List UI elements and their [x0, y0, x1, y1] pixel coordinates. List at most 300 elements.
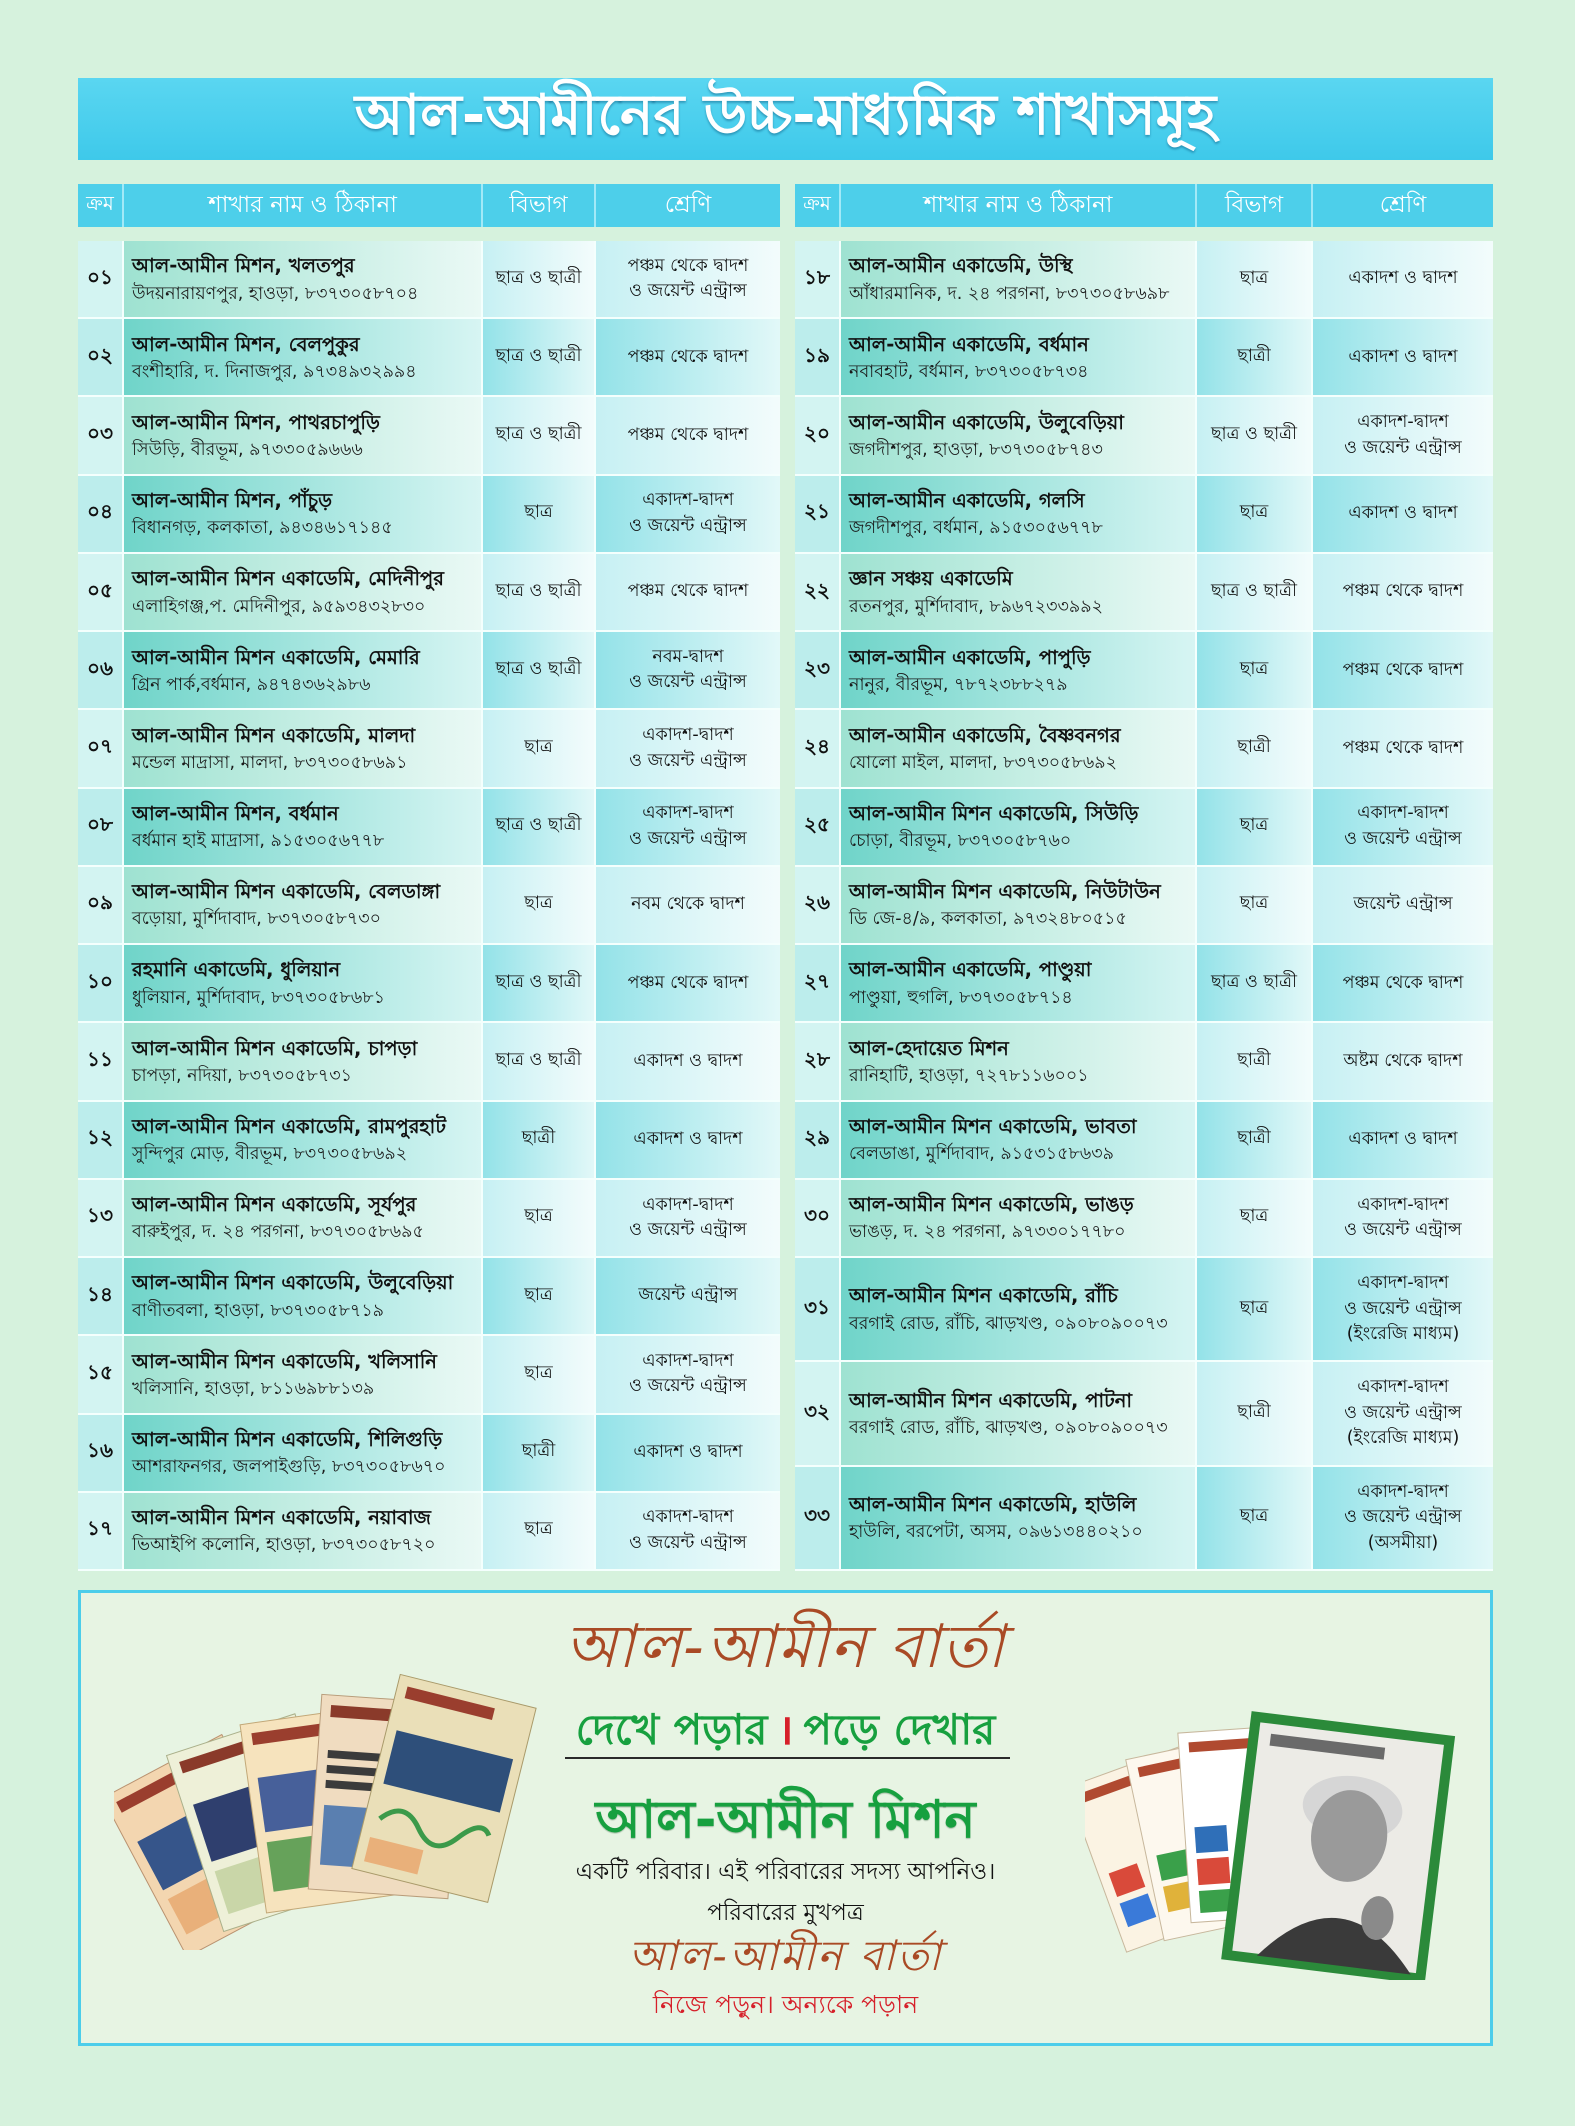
branch-class-line: একাদশ ও দ্বাদশ: [633, 1050, 743, 1071]
branch-class-line: একাদশ ও দ্বাদশ: [633, 1441, 743, 1462]
branch-row: [795, 710, 1493, 788]
branch-name: আল-আমীন মিশন একাডেমি, ভাঙড়: [849, 1193, 1134, 1217]
branch-class-cell: [596, 476, 780, 552]
magazine-cover-front: [1221, 1711, 1455, 1980]
branch-class-cell: [1313, 1258, 1493, 1360]
branch-department: ছাত্রী: [483, 1102, 596, 1178]
branch-department: ছাত্রী: [1197, 710, 1313, 786]
branch-name: আল-আমীন মিশন, বেলপুকুর: [132, 332, 360, 356]
branch-address: রতনপুর, মুর্শিদাবাদ, ৮৯৬৭২৩৩৯৯২: [849, 596, 1104, 617]
branch-department: ছাত্র: [1197, 1258, 1313, 1360]
branch-class-line: ও জয়েন্ট এন্ট্রান্স: [629, 1532, 747, 1553]
branch-serial: ১০: [78, 945, 124, 1021]
branch-row: [795, 1467, 1493, 1571]
branch-name-cell: [841, 1467, 1197, 1569]
branch-class-line: নবম থেকে দ্বাদশ: [631, 894, 745, 915]
branch-class-line: একাদশ-দ্বাদশ: [1357, 1377, 1449, 1398]
branch-row: [795, 1180, 1493, 1258]
branch-department: ছাত্র: [483, 1336, 596, 1412]
branch-name: জ্ঞান সঞ্চয় একাডেমি: [849, 567, 1013, 591]
branch-address: চোড়া, বীরভূম, ৮৩৭৩০৫৮৭৬০: [849, 831, 1072, 852]
magazine-stack-right: [1085, 1703, 1463, 1980]
branch-department: ছাত্র ও ছাত্রী: [483, 397, 596, 473]
branch-table-left: [78, 184, 780, 1571]
branch-name: আল-আমীন মিশন, খলতপুর: [132, 254, 355, 278]
branch-address: হাউলি, বরপেটা, অসম, ০৯৬১৩৪৪০২১০: [849, 1522, 1143, 1543]
branch-name-cell: [841, 1362, 1197, 1464]
branch-row: [78, 945, 780, 1023]
branch-department: ছাত্র ও ছাত্রী: [483, 789, 596, 865]
branch-address: জগদীশপুর, বর্ধমান, ৯১৫৩০৫৬৭৭৮: [849, 518, 1103, 539]
branch-department: ছাত্র: [1197, 632, 1313, 708]
branch-row: [795, 1023, 1493, 1101]
branch-department: ছাত্র: [1197, 241, 1313, 317]
branch-name-cell: [124, 1415, 483, 1491]
branch-serial: ৩৩: [795, 1467, 841, 1569]
branch-class-line: একাদশ-দ্বাদশ: [1357, 1194, 1449, 1215]
branch-serial: ২৮: [795, 1023, 841, 1099]
branch-row: [795, 397, 1493, 475]
branch-class-line: পঞ্চম থেকে দ্বাদশ: [1342, 737, 1464, 758]
branch-row: [78, 710, 780, 788]
table-body: [795, 241, 1493, 1571]
branch-name-cell: [841, 476, 1197, 552]
branch-serial: ১৫: [78, 1336, 124, 1412]
branch-serial: ২৭: [795, 945, 841, 1021]
branch-address: চাপড়া, নদিয়া, ৮৩৭৩০৫৮৭৩১: [132, 1065, 352, 1086]
branch-class-line: একাদশ-দ্বাদশ: [642, 1351, 734, 1372]
branch-name-cell: [841, 945, 1197, 1021]
mission-name: আল-আমীন মিশন: [595, 1790, 976, 1850]
branch-class-line: একাদশ ও দ্বাদশ: [1348, 1129, 1458, 1149]
branch-address: বারুইপুর, দ. ২৪ পরগনা, ৮৩৭৩০৫৮৬৯৫: [132, 1222, 424, 1243]
branch-address: সুন্দিপুর মোড়, বীরভূম, ৮৩৭৩০৫৮৬৯২: [132, 1144, 408, 1165]
branch-class-cell: [1313, 632, 1493, 708]
branch-department: ছাত্র: [483, 476, 596, 552]
read-line: নিজে পড়ুন। অন্যকে পড়ান: [652, 1990, 919, 2019]
branch-class-line: একাদশ-দ্বাদশ: [1357, 412, 1449, 433]
branch-class-cell: [1313, 867, 1493, 943]
barta-logo: আল-আমীন বার্তা: [564, 1612, 1007, 1682]
branch-name: আল-আমীন মিশন একাডেমি, উলুবেড়িয়া: [132, 1271, 454, 1295]
branch-row: [795, 945, 1493, 1023]
branch-address: উদয়নারায়ণপুর, হাওড়া, ৮৩৭৩০৫৮৭০৪: [132, 283, 419, 304]
branch-class-line: একাদশ-দ্বাদশ: [1357, 803, 1449, 824]
branch-serial: ২৪: [795, 710, 841, 786]
header-serial: ক্রম: [795, 184, 841, 227]
branch-row: [795, 1362, 1493, 1466]
branch-name: আল-আমীন মিশন, পাথরচাপুড়ি: [132, 410, 380, 434]
branch-serial: ২৯: [795, 1102, 841, 1178]
branch-name: আল-আমীন একাডেমি, পাপুড়ি: [849, 645, 1091, 669]
branch-class-cell: [596, 710, 780, 786]
branch-row: [795, 554, 1493, 632]
branch-serial: ০৩: [78, 397, 124, 473]
branch-class-cell: [596, 867, 780, 943]
promo-panel: [78, 1590, 1493, 2046]
branch-class-cell: [596, 1493, 780, 1569]
branch-department: ছাত্র: [1197, 1180, 1313, 1256]
branch-class-cell: [1313, 319, 1493, 395]
branch-class-line: (অসমীয়া): [1367, 1532, 1439, 1553]
branch-department: ছাত্র: [483, 710, 596, 786]
tagline-separator: ।: [777, 1705, 794, 1754]
branch-class-line: একাদশ-দ্বাদশ: [642, 725, 734, 746]
branch-class-cell: [1313, 1362, 1493, 1464]
branch-name: আল-আমীন মিশন একাডেমি, নিউটাউন: [849, 880, 1161, 904]
tagline-left: দেখে পড়ার: [575, 1705, 768, 1754]
branch-class-line: একাদশ-দ্বাদশ: [642, 490, 734, 511]
branch-row: [795, 241, 1493, 319]
branch-row: [78, 1180, 780, 1258]
branch-class-cell: [596, 397, 780, 473]
branch-department: ছাত্র ও ছাত্রী: [1197, 945, 1313, 1021]
branch-class-cell: [1313, 710, 1493, 786]
header-class: শ্রেণি: [1379, 192, 1427, 218]
branch-name: আল-আমীন মিশন একাডেমি, শিলিগুড়ি: [132, 1427, 443, 1451]
branch-serial: ০৮: [78, 789, 124, 865]
branch-name-cell: [841, 1258, 1197, 1360]
branch-class-line: (ইংরেজি মাধ্যম): [1346, 1428, 1460, 1449]
branch-serial: ১১: [78, 1023, 124, 1099]
branch-name-cell: [841, 710, 1197, 786]
mouthpiece-line: পরিবারের মুখপত্র: [707, 1900, 864, 1926]
header-department: বিভাগ: [1197, 184, 1313, 227]
branch-name: আল-আমীন একাডেমি, উলুবেড়িয়া: [849, 410, 1124, 434]
branch-name-cell: [841, 1180, 1197, 1256]
branch-name-cell: [841, 867, 1197, 943]
branch-serial: ১৪: [78, 1258, 124, 1334]
branch-department: ছাত্র: [483, 1180, 596, 1256]
branch-name: আল-আমীন মিশন একাডেমি, বেলডাঙ্গা: [132, 880, 441, 904]
header-department: বিভাগ: [483, 184, 596, 227]
branch-class-line: একাদশ-দ্বাদশ: [1357, 1273, 1449, 1294]
branch-name-cell: [124, 710, 483, 786]
branch-address: বর্ধমান হাই মাদ্রাসা, ৯১৫৩০৫৬৭৭৮: [132, 831, 385, 852]
branch-row: [795, 1258, 1493, 1362]
branch-class-line: ও জয়েন্ট এন্ট্রান্স: [629, 1219, 747, 1240]
branch-address: নানুর, বীরভূম, ৭৮৭২৩৮৮২৭৯: [849, 674, 1068, 695]
branch-name: আল-আমীন মিশন একাডেমি, সিউড়ি: [849, 802, 1139, 825]
branch-name: আল-আমীন একাডেমি, গলসি: [849, 489, 1085, 513]
branch-class-line: জয়েন্ট এন্ট্রান্স: [638, 1285, 738, 1306]
branch-row: [78, 1493, 780, 1571]
branch-class-line: অষ্টম থেকে দ্বাদশ: [1343, 1050, 1463, 1071]
branch-class-cell: [1313, 1467, 1493, 1569]
branch-name-cell: [841, 1102, 1197, 1178]
branch-serial: ১৭: [78, 1493, 124, 1569]
branch-department: ছাত্র ও ছাত্রী: [1197, 397, 1313, 473]
branch-name: আল-আমীন মিশন, বর্ধমান: [132, 802, 339, 825]
branch-name: আল-আমীন একাডেমি, বর্ধমান: [849, 332, 1089, 356]
branch-row: [78, 476, 780, 554]
branch-department: ছাত্রী: [1197, 1102, 1313, 1178]
branch-serial: ০২: [78, 319, 124, 395]
branch-department: ছাত্র: [483, 867, 596, 943]
branch-row: [78, 789, 780, 867]
branch-address: যোলো মাইল, মালদা, ৮৩৭৩০৫৮৬৯২: [849, 753, 1117, 774]
branch-class-line: ও জয়েন্ট এন্ট্রান্স: [1344, 1507, 1462, 1528]
branch-row: [795, 867, 1493, 945]
branch-class-cell: [596, 789, 780, 865]
branch-name-cell: [841, 632, 1197, 708]
branch-address: জগদীশপুর, হাওড়া, ৮৩৭৩০৫৮৭৪৩: [849, 440, 1103, 461]
branch-class-line: একাদশ ও দ্বাদশ: [1348, 503, 1458, 524]
branch-class-line: ও জয়েন্ট এন্ট্রান্স: [629, 750, 747, 771]
branch-row: [795, 1102, 1493, 1180]
branch-address: ভিআইপি কলোনি, হাওড়া, ৮৩৭৩০৫৮৭২০: [132, 1535, 436, 1556]
branch-class-line: ও জয়েন্ট এন্ট্রান্স: [1344, 437, 1462, 458]
branch-name-cell: [124, 1493, 483, 1569]
branch-class-line: পঞ্চম থেকে দ্বাদশ: [1342, 972, 1464, 993]
table-body: [78, 241, 780, 1571]
branch-row: [795, 319, 1493, 397]
branch-serial: ২১: [795, 476, 841, 552]
table-header: [78, 184, 780, 227]
branch-name: আল-আমীন মিশন একাডেমি, খলিসানি: [132, 1349, 437, 1373]
branch-serial: ২৫: [795, 789, 841, 865]
branch-department: ছাত্র: [1197, 1467, 1313, 1569]
branch-name-cell: [124, 554, 483, 630]
branch-name: আল-আমীন একাডেমি, পাণ্ডুয়া: [849, 958, 1092, 982]
branch-name: রহমানি একাডেমি, ধুলিয়ান: [132, 958, 341, 982]
header-serial: ক্রম: [78, 184, 124, 227]
branch-serial: ১৯: [795, 319, 841, 395]
branch-name-cell: [124, 789, 483, 865]
branch-row: [78, 1102, 780, 1180]
branch-address: নবাবহাট, বর্ধমান, ৮৩৭৩০৫৮৭৩৪: [849, 361, 1089, 382]
branch-name-cell: [124, 945, 483, 1021]
branch-class-line: একাদশ ও দ্বাদশ: [1348, 268, 1458, 289]
branch-serial: ০৫: [78, 554, 124, 630]
branch-address: বরগাই রোড, রাঁচি, ঝাড়খণ্ড, ০৯০৮০৯০০৭৩: [849, 1418, 1168, 1439]
branch-name: আল-হেদায়েত মিশন: [849, 1036, 1009, 1060]
page-title: আল-আমীনের উচ্চ-মাধ্যমিক শাখাসমূহ: [78, 78, 1493, 160]
branch-serial: ১২: [78, 1102, 124, 1178]
branch-class-line: একাদশ ও দ্বাদশ: [633, 1129, 743, 1149]
branch-serial: ২৬: [795, 867, 841, 943]
branch-name-cell: [841, 554, 1197, 630]
branch-address: ভাঙড়, দ. ২৪ পরগনা, ৯৭৩৩০১৭৭৮০: [849, 1222, 1126, 1243]
branch-name-cell: [124, 1258, 483, 1334]
branch-class-line: একাদশ ও দ্বাদশ: [1348, 346, 1458, 367]
branch-class-cell: [1313, 1102, 1493, 1178]
branch-address: বিধানগড়, কলকাতা, ৯৪৩৪৬১৭১৪৫: [132, 518, 393, 539]
branch-class-cell: [596, 1180, 780, 1256]
branch-department: ছাত্রী: [483, 1415, 596, 1491]
branch-address: বংশীহারি, দ. দিনাজপুর, ৯৭৩৪৯৩২৯৯৪: [132, 361, 417, 382]
branch-class-line: একাদশ-দ্বাদশ: [642, 803, 734, 824]
branch-department: ছাত্র: [1197, 789, 1313, 865]
branch-class-line: পঞ্চম থেকে দ্বাদশ: [1342, 659, 1464, 680]
branch-name-cell: [841, 1023, 1197, 1099]
header-name: শাখার নাম ও ঠিকানা: [124, 184, 483, 227]
branch-name: আল-আমীন মিশন একাডেমি, ভাবতা: [849, 1114, 1137, 1138]
branch-name: আল-আমীন একাডেমি, বৈষ্ণবনগর: [849, 723, 1121, 747]
branch-department: ছাত্রী: [1197, 319, 1313, 395]
branch-department: ছাত্রী: [1197, 1023, 1313, 1099]
branch-class-cell: [596, 945, 780, 1021]
family-line: একটি পরিবার। এই পরিবারের সদস্য আপনিও।: [575, 1859, 996, 1885]
branch-class-line: পঞ্চম থেকে দ্বাদশ: [627, 346, 749, 367]
branch-class-line: ও জয়েন্ট এন্ট্রান্স: [629, 1376, 747, 1397]
branch-department: ছাত্রী: [1197, 1362, 1313, 1464]
branch-class-cell: [596, 241, 780, 317]
branch-class-line: পঞ্চম থেকে দ্বাদশ: [627, 255, 749, 276]
branch-name: আল-আমীন মিশন একাডেমি, চাপড়া: [132, 1036, 418, 1060]
branch-name-cell: [124, 867, 483, 943]
branch-name: আল-আমীন মিশন একাডেমি, নয়াবাজ: [132, 1506, 431, 1530]
branch-name: আল-আমীন মিশন একাডেমি, পাটনা: [849, 1388, 1133, 1412]
branch-department: ছাত্র ও ছাত্রী: [483, 554, 596, 630]
branch-name: আল-আমীন মিশন একাডেমি, হাউলি: [849, 1493, 1137, 1517]
branch-address: খলিসানি, হাওড়া, ৮১১৬৯৮৮১৩৯: [132, 1378, 375, 1399]
branch-name: আল-আমীন মিশন একাডেমি, রাঁচি: [849, 1284, 1118, 1308]
branch-class-cell: [1313, 1180, 1493, 1256]
barta-logo-small: আল-আমীন বার্তা: [628, 1931, 943, 1980]
branch-class-cell: [596, 632, 780, 708]
branch-row: [795, 632, 1493, 710]
branch-address: মন্ডেল মাদ্রাসা, মালদা, ৮৩৭৩০৫৮৬৯১: [132, 753, 408, 774]
branch-class-line: ও জয়েন্ট এন্ট্রান্স: [1344, 1298, 1462, 1319]
branch-class-line: পঞ্চম থেকে দ্বাদশ: [1342, 581, 1464, 602]
branch-class-line: ও জয়েন্ট এন্ট্রান্স: [629, 515, 747, 536]
branch-address: সিউড়ি, বীরভূম, ৯৭৩৩০৫৯৬৬৬: [132, 440, 363, 461]
branch-serial: ১৩: [78, 1180, 124, 1256]
branch-address: গ্রিন পার্ক,বর্ধমান, ৯৪৭৪৩৬২৯৮৬: [132, 674, 371, 695]
branch-name: আল-আমীন মিশন একাডেমি, মালদা: [132, 723, 416, 747]
branch-department: ছাত্র ও ছাত্রী: [483, 241, 596, 317]
branch-serial: ০১: [78, 241, 124, 317]
branch-table-right: [795, 184, 1493, 1571]
branch-class-cell: [1313, 241, 1493, 317]
branch-class-cell: [596, 554, 780, 630]
branch-serial: ০৭: [78, 710, 124, 786]
branch-name: আল-আমীন মিশন একাডেমি, রামপুরহাট: [132, 1114, 446, 1138]
branch-address: আশরাফনগর, জলপাইগুড়ি, ৮৩৭৩০৫৮৬৭০: [132, 1457, 446, 1478]
branch-row: [78, 867, 780, 945]
branch-serial: ২২: [795, 554, 841, 630]
branch-serial: ২০: [795, 397, 841, 473]
branch-serial: ১৮: [795, 241, 841, 317]
branch-address: পাণ্ডুয়া, হুগলি, ৮৩৭৩০৫৮৭১৪: [849, 987, 1073, 1008]
branch-row: [795, 789, 1493, 867]
branch-class-line: ও জয়েন্ট এন্ট্রান্স: [629, 672, 747, 693]
branch-address: বরগাই রোড, রাঁচি, ঝাড়খণ্ড, ০৯০৮০৯০০৭৩: [849, 1313, 1168, 1334]
branch-class-line: ও জয়েন্ট এন্ট্রান্স: [1344, 1402, 1462, 1423]
divider: [565, 1757, 1010, 1759]
branch-address: ধুলিয়ান, মুর্শিদাবাদ, ৮৩৭৩০৫৮৬৮১: [132, 987, 385, 1008]
branch-name-cell: [124, 397, 483, 473]
branch-row: [78, 319, 780, 397]
branch-name-cell: [124, 1336, 483, 1412]
branch-row: [78, 632, 780, 710]
branch-name-cell: [841, 789, 1197, 865]
branch-row: [78, 397, 780, 475]
branch-class-cell: [596, 1415, 780, 1491]
branch-department: ছাত্র: [483, 1493, 596, 1569]
branch-address: এলাহিগঞ্জ,প. মেদিনীপুর, ৯৫৯৩৪৩২৮৩০: [132, 596, 426, 617]
branch-address: বড়োয়া, মুর্শিদাবাদ, ৮৩৭৩০৫৮৭৩০: [132, 909, 382, 930]
branch-class-line: একাদশ-দ্বাদশ: [642, 1507, 734, 1528]
branch-serial: ০৪: [78, 476, 124, 552]
branch-class-cell: [596, 1336, 780, 1412]
branch-name: আল-আমীন একাডেমি, উস্থি: [849, 254, 1073, 278]
branch-class-line: ও জয়েন্ট এন্ট্রান্স: [629, 281, 747, 302]
branch-class-cell: [596, 1258, 780, 1334]
branch-department: ছাত্র ও ছাত্রী: [483, 319, 596, 395]
branch-row: [78, 1258, 780, 1336]
branch-name-cell: [124, 1102, 483, 1178]
branch-name-cell: [124, 319, 483, 395]
branch-address: বেলডাঙা, মুর্শিদাবাদ, ৯১৫৩১৫৮৬৩৯: [849, 1144, 1114, 1165]
branch-class-line: ও জয়েন্ট এন্ট্রান্স: [629, 828, 747, 849]
branch-serial: ৩১: [795, 1258, 841, 1360]
branch-class-line: ও জয়েন্ট এন্ট্রান্স: [1344, 1219, 1462, 1240]
branch-name-cell: [124, 1023, 483, 1099]
branch-serial: ৩০: [795, 1180, 841, 1256]
branch-class-cell: [596, 319, 780, 395]
branch-class-cell: [1313, 789, 1493, 865]
branch-name: আল-আমীন মিশন একাডেমি, মেমারি: [132, 645, 420, 669]
branch-serial: ০৯: [78, 867, 124, 943]
branch-class-line: ও জয়েন্ট এন্ট্রান্স: [1344, 828, 1462, 849]
branch-class-line: পঞ্চম থেকে দ্বাদশ: [627, 581, 749, 602]
header-name: শাখার নাম ও ঠিকানা: [841, 184, 1197, 227]
branch-class-line: জয়েন্ট এন্ট্রান্স: [1353, 894, 1453, 915]
branch-class-line: পঞ্চম থেকে দ্বাদশ: [627, 424, 749, 445]
branch-class-cell: [1313, 554, 1493, 630]
branch-class-cell: [1313, 1023, 1493, 1099]
branch-name: আল-আমীন মিশন, পাঁচুড়: [132, 489, 333, 513]
branch-row: [78, 1336, 780, 1414]
branch-department: ছাত্র ও ছাত্রী: [483, 1023, 596, 1099]
branch-department: ছাত্র: [1197, 476, 1313, 552]
tagline-right: পড়ে দেখার: [803, 1705, 996, 1754]
header-class: শ্রেণি: [664, 192, 712, 218]
branch-row: [78, 1023, 780, 1101]
branch-serial: ৩২: [795, 1362, 841, 1464]
branch-department: ছাত্র ও ছাত্রী: [483, 945, 596, 1021]
branch-name-cell: [841, 319, 1197, 395]
branch-address: আঁধারমানিক, দ. ২৪ পরগনা, ৮৩৭৩০৫৮৬৯৮: [849, 283, 1170, 304]
branch-row: [78, 241, 780, 319]
branch-serial: ২৩: [795, 632, 841, 708]
branch-department: ছাত্র: [1197, 867, 1313, 943]
branch-class-line: একাদশ-দ্বাদশ: [642, 1194, 734, 1215]
branch-class-cell: [1313, 476, 1493, 552]
branch-name-cell: [124, 476, 483, 552]
table-header: [795, 184, 1493, 227]
branch-name-cell: [841, 241, 1197, 317]
branch-name-cell: [124, 1180, 483, 1256]
branch-row: [795, 476, 1493, 554]
branch-name-cell: [841, 397, 1197, 473]
branch-department: ছাত্র ও ছাত্রী: [483, 632, 596, 708]
branch-class-line: একাদশ-দ্বাদশ: [1357, 1481, 1449, 1502]
branch-class-cell: [596, 1102, 780, 1178]
branch-name-cell: [124, 632, 483, 708]
branch-serial: ১৬: [78, 1415, 124, 1491]
branch-name: আল-আমীন মিশন একাডেমি, সূর্যপুর: [132, 1193, 417, 1217]
branch-class-line: পঞ্চম থেকে দ্বাদশ: [627, 972, 749, 993]
branch-row: [78, 1415, 780, 1493]
branch-address: ডি জে-৪/৯, কলকাতা, ৯৭৩২৪৮০৫১৫: [849, 909, 1127, 930]
branch-name-cell: [124, 241, 483, 317]
branch-class-line: (ইংরেজি মাধ্যম): [1346, 1323, 1460, 1344]
branch-address: রানিহাটি, হাওড়া, ৭২৭৮১১৬০০১: [849, 1065, 1089, 1086]
branch-name: আল-আমীন মিশন একাডেমি, মেদিনীপুর: [132, 567, 444, 591]
